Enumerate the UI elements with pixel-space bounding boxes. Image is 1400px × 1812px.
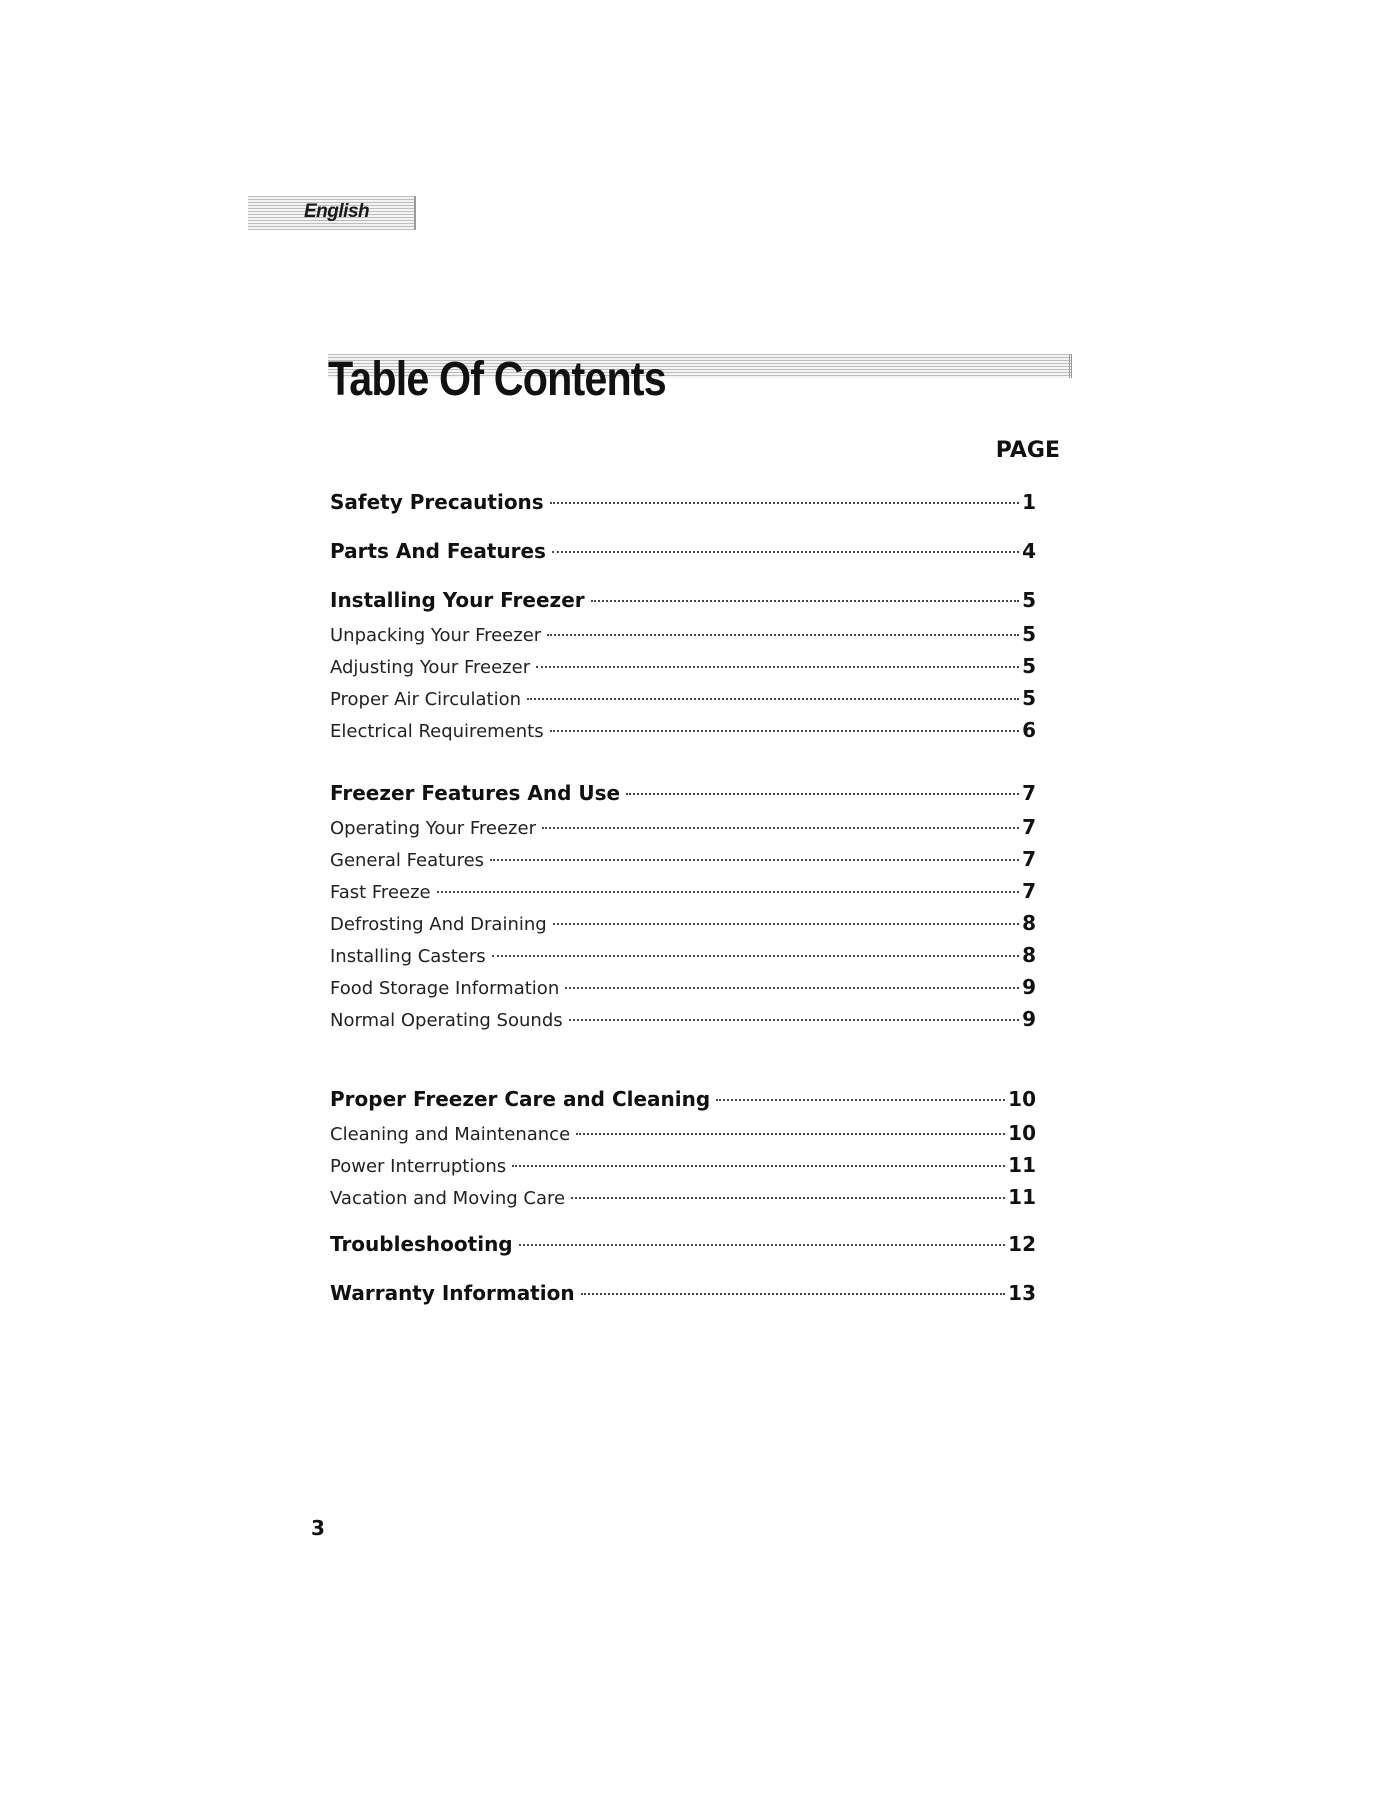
toc-entry-defrosting-and-draining [330,911,1036,935]
toc-entry-power-interruptions [330,1153,1036,1177]
toc-entry-page: 12 [1008,1232,1036,1256]
dot-leader [553,923,1019,925]
toc-entry-troubleshooting [330,1232,1036,1256]
toc-entry-title: Freezer Features And Use [330,781,621,805]
dot-leader [519,1244,1006,1246]
toc-entry-page: 11 [1008,1185,1036,1209]
toc-entry-page: 4 [1022,539,1036,563]
toc-entry-title: Vacation and Moving Care [330,1188,566,1209]
dot-leader [569,1019,1019,1021]
dot-leader [550,730,1019,732]
toc-entry-page: 7 [1022,879,1036,903]
toc-entry-title: Installing Your Freezer [330,588,585,612]
toc-entry-title: Warranty Information [330,1281,575,1305]
toc-entry-proper-freezer-care-and-cleaning [330,1087,1036,1111]
toc-entry-page: 13 [1008,1281,1036,1305]
toc-entry-title: Safety Precautions [330,490,544,514]
toc-entry-installing-casters [330,943,1036,967]
toc-entry-parts-and-features [330,539,1036,563]
toc-entry-title: General Features [330,850,485,871]
toc-entry-page: 10 [1008,1121,1036,1145]
toc-entry-title: Proper Air Circulation [330,689,522,710]
toc-entry-proper-air-circulation [330,686,1036,710]
toc-entry-title: Defrosting And Draining [330,914,547,935]
toc-entry-operating-your-freezer [330,815,1036,839]
language-label: English [304,201,370,222]
toc-entry-title: Food Storage Information [330,978,560,999]
dot-leader [565,987,1019,989]
toc-entry-normal-operating-sounds [330,1007,1036,1031]
toc-entry-electrical-requirements [330,718,1036,742]
dot-leader [527,698,1019,700]
dot-leader [716,1099,1005,1101]
toc-entry-vacation-and-moving-care [330,1185,1036,1209]
toc-entry-page: 9 [1022,975,1036,999]
page-column-label: PAGE [995,438,1060,463]
toc-entry-page: 8 [1022,911,1036,935]
toc-entry-page: 5 [1022,588,1036,612]
dot-leader [490,859,1019,861]
toc-entry-adjusting-your-freezer [330,654,1036,678]
toc-entry-warranty-information [330,1281,1036,1305]
dot-leader [576,1133,1005,1135]
toc-entry-page: 7 [1022,781,1036,805]
toc-entry-fast-freeze [330,879,1036,903]
dot-leader [512,1165,1005,1167]
toc-entry-title: Parts And Features [330,539,546,563]
toc-entry-page: 8 [1022,943,1036,967]
toc-entry-title: Electrical Requirements [330,721,544,742]
toc-entry-page: 9 [1022,1007,1036,1031]
page-title: Table Of Contents [328,353,666,406]
toc-entry-page: 6 [1022,718,1036,742]
dot-leader [492,955,1019,957]
toc-entry-page: 7 [1022,815,1036,839]
toc-entry-title: Operating Your Freezer [330,818,536,839]
toc-entry-title: Proper Freezer Care and Cleaning [330,1087,711,1111]
dot-leader [581,1293,1006,1295]
dot-leader [626,793,1019,795]
dot-leader [550,502,1019,504]
toc-entry-unpacking-your-freezer [330,622,1036,646]
toc-entry-cleaning-and-maintenance [330,1121,1036,1145]
footer-page-number: 3 [311,1516,325,1540]
toc-heading [328,354,1072,410]
toc-entry-page: 5 [1022,686,1036,710]
dot-leader [571,1197,1005,1199]
dot-leader [536,666,1019,668]
toc-entry-title: Power Interruptions [330,1156,507,1177]
dot-leader [437,891,1019,893]
toc-entry-page: 7 [1022,847,1036,871]
toc-entry-title: Normal Operating Sounds [330,1010,563,1031]
toc-entry-page: 5 [1022,654,1036,678]
dot-leader [591,600,1019,602]
toc-entry-title: Installing Casters [330,946,486,967]
toc-entry-title: Troubleshooting [330,1232,513,1256]
language-tab [248,196,416,230]
toc-entry-title: Adjusting Your Freezer [330,657,531,678]
toc-entry-page: 1 [1022,490,1036,514]
toc-entry-page: 5 [1022,622,1036,646]
toc-entry-page: 10 [1008,1087,1036,1111]
toc-entry-title: Fast Freeze [330,882,431,903]
dot-leader [552,551,1019,553]
toc-entry-general-features [330,847,1036,871]
dot-leader [547,634,1019,636]
dot-leader [542,827,1019,829]
toc-entry-installing-your-freezer [330,588,1036,612]
toc-entry-title: Unpacking Your Freezer [330,625,542,646]
toc-entry-freezer-features-and-use [330,781,1036,805]
toc-entry-page: 11 [1008,1153,1036,1177]
toc-entry-food-storage-information [330,975,1036,999]
toc-entry-safety-precautions [330,490,1036,514]
toc-entry-title: Cleaning and Maintenance [330,1124,571,1145]
